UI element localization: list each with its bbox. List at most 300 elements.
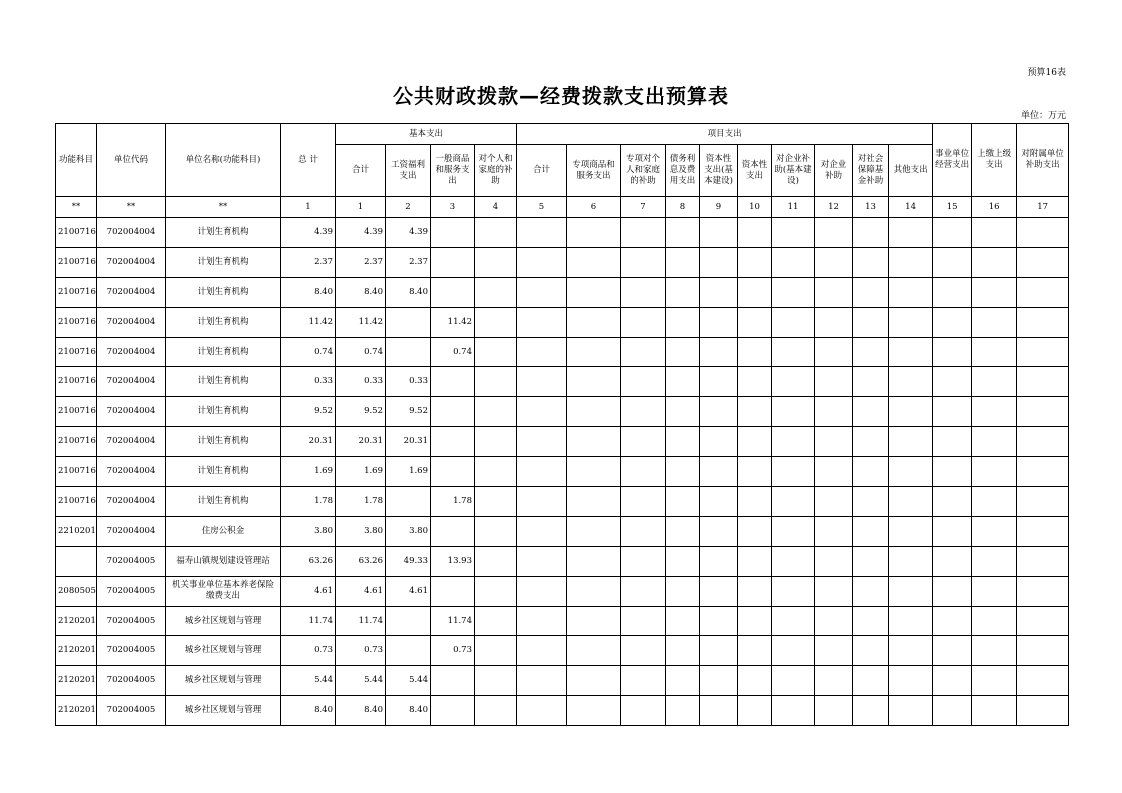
empty-cell [517,277,567,307]
empty-cell [933,367,972,397]
total-cell: 0.74 [281,337,336,367]
func-code-cell: 2120201 [56,666,97,696]
header-basic-total: 合计 [336,145,386,197]
empty-cell [567,277,621,307]
empty-cell [1017,606,1069,636]
func-code-cell: 2120201 [56,636,97,666]
empty-cell [815,277,853,307]
empty-cell [567,487,621,517]
budget-table [55,123,1069,726]
empty-cell [1017,696,1069,726]
empty-cell [889,606,933,636]
empty-cell [666,666,700,696]
table-row [56,307,1069,337]
empty-cell [1017,516,1069,546]
empty-cell [1017,218,1069,248]
goods-cell: 13.93 [431,546,475,576]
empty-cell [666,606,700,636]
empty-cell [738,576,772,606]
empty-cell [933,277,972,307]
unit-name-cell: 计划生育机构 [166,218,281,248]
basic-total-cell: 5.44 [336,666,386,696]
header-remit: 上缴上级支出 [972,124,1017,197]
empty-cell [972,606,1017,636]
empty-cell [517,606,567,636]
empty-cell [666,546,700,576]
empty-cell [567,546,621,576]
empty-cell [933,606,972,636]
total-cell: 4.39 [281,218,336,248]
empty-cell [889,487,933,517]
empty-cell [666,337,700,367]
salary-cell: 1.69 [386,457,431,487]
goods-cell [431,516,475,546]
empty-cell [889,666,933,696]
func-code-cell: 2210201 [56,516,97,546]
basic-total-cell: 9.52 [336,397,386,427]
empty-cell [815,367,853,397]
empty-cell [567,397,621,427]
empty-cell [621,546,666,576]
basic-total-cell: 0.74 [336,337,386,367]
basic-total-cell: 11.74 [336,606,386,636]
func-code-cell: 2100716 [56,367,97,397]
empty-cell [972,576,1017,606]
empty-cell [889,457,933,487]
header-affiliate: 对附属单位补助支出 [1017,124,1069,197]
empty-cell [666,427,700,457]
empty-cell [738,397,772,427]
empty-cell [738,516,772,546]
header-unit-code: 单位代码 [97,124,166,197]
header-capital-build: 资本性支出(基本建设) [700,145,738,197]
basic-total-cell: 4.61 [336,576,386,606]
empty-cell [772,606,815,636]
salary-cell [386,337,431,367]
goods-cell [431,696,475,726]
unit-name-cell: 计划生育机构 [166,337,281,367]
empty-cell [700,397,738,427]
total-cell: 1.78 [281,487,336,517]
empty-cell [1017,367,1069,397]
empty-cell [621,337,666,367]
empty-cell [700,457,738,487]
empty-cell [700,516,738,546]
empty-cell [738,247,772,277]
basic-total-cell: 20.31 [336,427,386,457]
numbering-row [56,197,1069,218]
header-business: 事业单位经营支出 [933,124,972,197]
empty-cell [815,546,853,576]
table-row [56,367,1069,397]
page-title: 公共财政拨款—经费拨款支出预算表 [393,84,729,108]
unit-code-cell: 702004005 [97,636,166,666]
header-personal: 对个人和家庭的补助 [475,145,517,197]
func-code-cell: 2100716 [56,457,97,487]
empty-cell [815,696,853,726]
empty-cell [972,277,1017,307]
empty-cell [700,367,738,397]
goods-cell [431,397,475,427]
empty-cell [853,218,889,248]
empty-cell [972,457,1017,487]
column-number: 13 [853,197,889,218]
empty-cell [738,307,772,337]
empty-cell [666,218,700,248]
empty-cell [621,397,666,427]
empty-cell [738,218,772,248]
total-cell: 9.52 [281,397,336,427]
column-number: ** [166,197,281,218]
total-cell: 5.44 [281,666,336,696]
salary-cell [386,606,431,636]
empty-cell [621,457,666,487]
header-enterprise: 对企业补助 [815,145,853,197]
empty-cell [853,397,889,427]
empty-cell [772,397,815,427]
column-number: 1 [336,197,386,218]
unit-code-cell: 702004005 [97,546,166,576]
empty-cell [889,696,933,726]
header-social: 对社会保障基金补助 [853,145,889,197]
column-number: 5 [517,197,567,218]
empty-cell [1017,337,1069,367]
header-special-personal: 专项对个人和家庭的补助 [621,145,666,197]
empty-cell [517,397,567,427]
total-cell: 1.69 [281,457,336,487]
empty-cell [853,516,889,546]
unit-name-cell: 机关事业单位基本养老保险缴费支出 [166,576,281,606]
personal-cell [475,487,517,517]
empty-cell [853,546,889,576]
salary-cell: 3.80 [386,516,431,546]
empty-cell [517,696,567,726]
unit-code-cell: 702004004 [97,277,166,307]
empty-cell [889,397,933,427]
unit-code-cell: 702004005 [97,666,166,696]
unit-code-cell: 702004004 [97,307,166,337]
header-capital: 资本性支出 [738,145,772,197]
empty-cell [933,307,972,337]
empty-cell [700,218,738,248]
unit-code-cell: 702004005 [97,696,166,726]
func-code-cell: 2120201 [56,696,97,726]
empty-cell [889,516,933,546]
goods-cell: 0.74 [431,337,475,367]
empty-cell [567,218,621,248]
empty-cell [972,307,1017,337]
total-cell: 11.74 [281,606,336,636]
empty-cell [933,397,972,427]
column-number: 12 [815,197,853,218]
salary-cell: 8.40 [386,696,431,726]
empty-cell [933,576,972,606]
empty-cell [700,696,738,726]
personal-cell [475,277,517,307]
func-code-cell: 2100716 [56,487,97,517]
empty-cell [933,546,972,576]
basic-total-cell: 1.69 [336,457,386,487]
empty-cell [666,516,700,546]
empty-cell [772,337,815,367]
empty-cell [666,457,700,487]
empty-cell [889,247,933,277]
empty-cell [621,696,666,726]
empty-cell [700,636,738,666]
empty-cell [738,546,772,576]
empty-cell [772,247,815,277]
func-code-cell: 2100716 [56,427,97,457]
unit-name-cell: 计划生育机构 [166,397,281,427]
empty-cell [972,427,1017,457]
empty-cell [772,218,815,248]
header-other: 其他支出 [889,145,933,197]
unit-code-cell: 702004004 [97,337,166,367]
empty-cell [700,307,738,337]
empty-cell [621,666,666,696]
empty-cell [972,636,1017,666]
empty-cell [933,487,972,517]
empty-cell [517,546,567,576]
empty-cell [853,457,889,487]
table-row [56,546,1069,576]
total-cell: 2.37 [281,247,336,277]
unit-name-cell: 计划生育机构 [166,367,281,397]
empty-cell [1017,636,1069,666]
header-basic: 基本支出 [336,124,517,145]
empty-cell [666,576,700,606]
empty-cell [567,367,621,397]
empty-cell [815,606,853,636]
empty-cell [1017,487,1069,517]
unit-code-cell: 702004004 [97,397,166,427]
empty-cell [815,487,853,517]
empty-cell [621,218,666,248]
goods-cell: 11.74 [431,606,475,636]
empty-cell [567,576,621,606]
empty-cell [853,337,889,367]
empty-cell [621,247,666,277]
goods-cell [431,247,475,277]
empty-cell [567,337,621,367]
personal-cell [475,218,517,248]
empty-cell [517,427,567,457]
table-row [56,337,1069,367]
empty-cell [1017,457,1069,487]
empty-cell [889,427,933,457]
empty-cell [738,606,772,636]
header-enterprise-build: 对企业补助(基本建设) [772,145,815,197]
empty-cell [738,367,772,397]
empty-cell [815,666,853,696]
func-code-cell: 2100716 [56,307,97,337]
empty-cell [853,606,889,636]
personal-cell [475,546,517,576]
basic-total-cell: 4.39 [336,218,386,248]
salary-cell: 4.39 [386,218,431,248]
empty-cell [772,576,815,606]
empty-cell [772,546,815,576]
func-code-cell: 2100716 [56,247,97,277]
total-cell: 0.73 [281,636,336,666]
empty-cell [517,576,567,606]
empty-cell [772,307,815,337]
unit-name-cell: 城乡社区规划与管理 [166,606,281,636]
table-row [56,247,1069,277]
unit-code-cell: 702004004 [97,247,166,277]
empty-cell [772,666,815,696]
empty-cell [889,307,933,337]
empty-cell [666,696,700,726]
column-number: 10 [738,197,772,218]
empty-cell [621,277,666,307]
basic-total-cell: 0.33 [336,367,386,397]
salary-cell [386,307,431,337]
empty-cell [738,427,772,457]
empty-cell [972,397,1017,427]
unit-code-cell: 702004004 [97,427,166,457]
empty-cell [700,427,738,457]
header-project-total: 合计 [517,145,567,197]
basic-total-cell: 11.42 [336,307,386,337]
empty-cell [666,277,700,307]
empty-cell [933,337,972,367]
empty-cell [700,487,738,517]
empty-cell [853,666,889,696]
empty-cell [567,307,621,337]
empty-cell [933,696,972,726]
goods-cell: 11.42 [431,307,475,337]
column-number: 16 [972,197,1017,218]
empty-cell [853,696,889,726]
empty-cell [567,427,621,457]
func-code-cell [56,546,97,576]
empty-cell [700,277,738,307]
func-code-cell: 2100716 [56,277,97,307]
header-total: 总 计 [281,124,336,197]
empty-cell [738,337,772,367]
empty-cell [1017,666,1069,696]
total-cell: 4.61 [281,576,336,606]
column-number: 3 [431,197,475,218]
empty-cell [972,546,1017,576]
basic-total-cell: 63.26 [336,546,386,576]
empty-cell [621,427,666,457]
total-cell: 63.26 [281,546,336,576]
empty-cell [517,636,567,666]
empty-cell [621,487,666,517]
unit-code-cell: 702004005 [97,576,166,606]
column-number: 8 [666,197,700,218]
column-number: 6 [567,197,621,218]
empty-cell [815,337,853,367]
total-cell: 8.40 [281,696,336,726]
table-row [56,397,1069,427]
empty-cell [972,337,1017,367]
unit-name-cell: 福寿山镇规划建设管理站 [166,546,281,576]
header-unit-name: 单位名称(功能科目) [166,124,281,197]
empty-cell [772,367,815,397]
column-number: 7 [621,197,666,218]
empty-cell [738,277,772,307]
unit-name-cell: 城乡社区规划与管理 [166,696,281,726]
empty-cell [853,487,889,517]
empty-cell [853,636,889,666]
empty-cell [666,307,700,337]
column-number: 15 [933,197,972,218]
empty-cell [853,367,889,397]
column-number: 9 [700,197,738,218]
table-row [56,576,1069,606]
empty-cell [815,397,853,427]
salary-cell: 20.31 [386,427,431,457]
basic-total-cell: 2.37 [336,247,386,277]
basic-total-cell: 3.80 [336,516,386,546]
empty-cell [853,427,889,457]
header-salary: 工资福利支出 [386,145,431,197]
total-cell: 11.42 [281,307,336,337]
salary-cell [386,636,431,666]
personal-cell [475,307,517,337]
empty-cell [889,576,933,606]
unit-name-cell: 城乡社区规划与管理 [166,666,281,696]
empty-cell [853,307,889,337]
basic-total-cell: 1.78 [336,487,386,517]
total-cell: 20.31 [281,427,336,457]
empty-cell [1017,247,1069,277]
total-cell: 0.33 [281,367,336,397]
goods-cell [431,427,475,457]
empty-cell [772,427,815,457]
empty-cell [815,636,853,666]
empty-cell [933,516,972,546]
goods-cell [431,666,475,696]
empty-cell [567,516,621,546]
unit-name-cell: 住房公积金 [166,516,281,546]
empty-cell [621,307,666,337]
unit-code-cell: 702004004 [97,487,166,517]
column-number: 11 [772,197,815,218]
empty-cell [517,666,567,696]
empty-cell [621,636,666,666]
empty-cell [517,307,567,337]
empty-cell [853,277,889,307]
empty-cell [972,487,1017,517]
empty-cell [933,247,972,277]
table-row [56,666,1069,696]
table-row [56,606,1069,636]
empty-cell [738,457,772,487]
empty-cell [567,696,621,726]
empty-cell [1017,307,1069,337]
personal-cell [475,397,517,427]
goods-cell [431,457,475,487]
empty-cell [666,247,700,277]
empty-cell [1017,576,1069,606]
unit-name-cell: 计划生育机构 [166,277,281,307]
empty-cell [700,546,738,576]
unit-name-cell: 城乡社区规划与管理 [166,636,281,666]
table-header [56,124,1069,218]
empty-cell [567,666,621,696]
unit-name-cell: 计划生育机构 [166,427,281,457]
empty-cell [700,247,738,277]
column-number: 14 [889,197,933,218]
empty-cell [666,397,700,427]
salary-cell: 0.33 [386,367,431,397]
column-number: 17 [1017,197,1069,218]
empty-cell [772,696,815,726]
